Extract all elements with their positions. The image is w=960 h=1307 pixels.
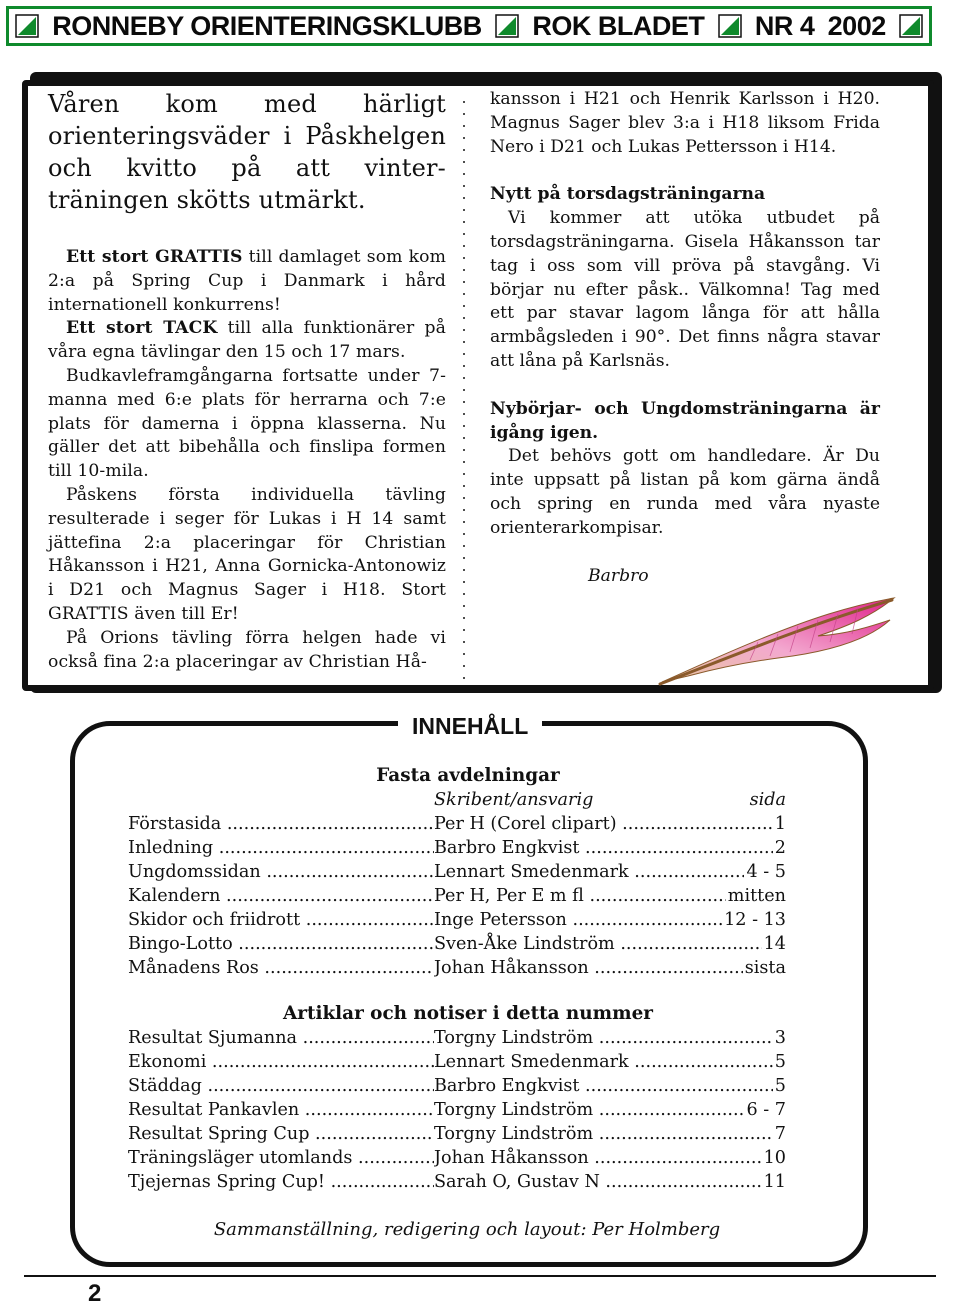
contents-row — [128, 1170, 786, 1194]
contents-row — [128, 812, 786, 836]
column-divider — [462, 96, 466, 682]
entry-author: Barbro Engkvist ..... — [434, 836, 773, 860]
contents-row — [128, 956, 786, 980]
contents-row — [128, 884, 786, 908]
contents-row — [128, 1074, 786, 1098]
signature: Barbro — [588, 565, 649, 586]
article-lead: Våren kom med härligt orienteringsväder i Påskhelgen och kvitto på att vinter-träningen skötts utmärkt. — [48, 90, 446, 214]
entry-title: Kalendern ..... — [128, 884, 434, 908]
entry-page: 12 - 13 — [724, 910, 786, 930]
entry-title: Tjejernas Spring Cup! ..... — [128, 1170, 434, 1194]
entry-author: Johan Håkansson ..... — [434, 956, 743, 980]
entry-title: Inledning ..... — [128, 836, 434, 860]
paragraph-torsdag: Vi kommer att utöka utbudet på torsdagsträningarna. Gisela Håkansson tar tag i oss som vill pröva på stavgång. Vi börjar nu efter påsk.. Välkomna! Tag med ett par stavar lagom långa för att hålla armbågsleden i 90°. Det finns några stavar att låna på Karlsnäs. — [490, 208, 880, 371]
footer-rule — [24, 1275, 936, 1277]
entry-page: 10 — [763, 1148, 786, 1168]
page-number: 2 — [88, 1280, 102, 1307]
heading-nyborjar: Nybörjar- och Ungdomsträningarna är igång igen. — [490, 398, 880, 443]
entry-author: Torgny Lindström ..... — [434, 1026, 773, 1050]
contents-row — [128, 932, 786, 956]
page-column-header: sida — [749, 790, 786, 810]
section-articles-heading: Artiklar och notiser i detta nummer — [283, 1003, 653, 1024]
contents-row — [128, 1098, 786, 1122]
contents-row — [128, 1146, 786, 1170]
entry-title: Skidor och friidrott ..... — [128, 908, 434, 932]
entry-page: 4 - 5 — [746, 862, 786, 882]
entry-title: Bingo-Lotto ..... — [128, 932, 434, 956]
contents-row — [128, 1026, 786, 1050]
flag-icon — [15, 14, 39, 38]
entry-title: Städdag ..... — [128, 1074, 434, 1098]
contents-title: INNEHÅLL — [398, 708, 542, 744]
entry-page: 3 — [774, 1028, 786, 1048]
paragraph-budkavle: Budkavleframgångarna fortsatte under 7-manna med 6:e plats för herrarna och 7:e plats för damerna i öppna klasserna. Nu gäller det att bibehålla och finslipa formen till 10-mila. — [48, 365, 446, 482]
entry-author: Sarah O, Gustav N ..... — [434, 1170, 762, 1194]
entry-author: Barbro Engkvist ..... — [434, 1074, 773, 1098]
article-left-column — [48, 88, 446, 674]
paragraph-tack — [48, 317, 446, 365]
entry-page: 14 — [763, 934, 786, 954]
entry-author: Torgny Lindström ..... — [434, 1122, 773, 1146]
contents-row — [128, 1050, 786, 1074]
entry-page: 5 — [774, 1052, 786, 1072]
grattis-heading: Ett stort GRATTIS — [66, 247, 243, 267]
contents-row — [128, 1122, 786, 1146]
paragraph-orion-continued: kansson i H21 och Henrik Karlsson i H20. Magnus Sager blev 3:a i H18 liksom Frida Nero i D21 och Lukas Pettersson i H14. — [490, 89, 880, 157]
entry-page: 5 — [774, 1076, 786, 1096]
contents-row — [128, 836, 786, 860]
entry-author: Inge Petersson ..... — [434, 908, 722, 932]
entry-author: Per H, Per E m fl ..... — [434, 884, 726, 908]
contents-column-headers — [128, 788, 786, 812]
entry-page: mitten — [727, 886, 786, 906]
flag-icon — [495, 14, 519, 38]
tack-heading: Ett stort TACK — [66, 318, 218, 339]
entry-title: Resultat Spring Cup ..... — [128, 1122, 434, 1146]
entry-title: Ungdomssidan ..... — [128, 860, 434, 884]
entry-author: Sven-Åke Lindström ..... — [434, 932, 762, 956]
heading-torsdag: Nytt på torsdagsträningarna — [490, 184, 766, 205]
tack-text: till alla funktionärer på våra egna tävlingar den 15 och 17 mars. — [48, 318, 446, 363]
paragraph-orion: På Orions tävling förra helgen hade vi också fina 2:a placeringar av Christian Hå- — [48, 627, 446, 672]
club-name: RONNEBY ORIENTERINGSKLUBB — [52, 10, 482, 41]
flag-icon — [899, 14, 923, 38]
contents-row — [128, 860, 786, 884]
entry-title: Resultat Pankavlen ..... — [128, 1098, 434, 1122]
entry-page: sista — [744, 958, 786, 978]
paragraph-nyborjar: Det behövs gott om handledare. Är Du inte uppsatt på listan på kom gärna ändå och spring en runda med våra nyaste orienterarkompisar. — [490, 446, 880, 538]
entry-author: Torgny Lindström ..... — [434, 1098, 744, 1122]
entry-author: Lennart Smedenmark ..... — [434, 860, 744, 884]
entry-title: Förstasida ..... — [128, 812, 434, 836]
grattis-text: till damlaget som kom 2:a på Spring Cup i Danmark i hård internationell konkurrens! — [48, 247, 446, 315]
flag-icon — [718, 14, 742, 38]
entry-page: 1 — [774, 814, 786, 834]
paragraph-grattis — [48, 246, 446, 317]
entry-title: Träningsläger utomlands ..... — [128, 1146, 434, 1170]
entry-title: Resultat Sjumanna ..... — [128, 1026, 434, 1050]
entry-author: Johan Håkansson ..... — [434, 1146, 762, 1170]
contents-row — [128, 908, 786, 932]
issue-number: NR 4 — [754, 10, 815, 41]
layout-credit: Sammanställning, redigering och layout: Per Holmberg — [213, 1219, 721, 1240]
entry-title: Månadens Ros ..... — [128, 956, 434, 980]
issue-year: 2002 — [827, 10, 886, 41]
entry-page: 11 — [763, 1172, 786, 1192]
article-right-column — [490, 88, 880, 588]
section-fixed-heading: Fasta avdelningar — [376, 765, 560, 786]
entry-page: 2 — [774, 838, 786, 858]
paragraph-pasken: Påskens första individuella tävling resulterade i seger för Lukas i H 14 samt jättefina 2:a placeringar för Christian Håkansson i H21, Anna Gornicka-Antonowiz i D21 och Magnus Sager i H18. Stort GRATTIS även till Er! — [48, 484, 446, 624]
quill-icon — [658, 596, 898, 686]
magazine-name: ROK BLADET — [532, 10, 705, 41]
contents-list — [128, 764, 786, 1242]
entry-author: Lennart Smedenmark ..... — [434, 1050, 773, 1074]
author-column-header: Skribent/ansvarig — [434, 790, 594, 810]
entry-title: Ekonomi ..... — [128, 1050, 434, 1074]
masthead — [6, 6, 932, 46]
entry-author: Per H (Corel clipart) ..... — [434, 812, 773, 836]
entry-page: 7 — [774, 1124, 786, 1144]
entry-page: 6 - 7 — [746, 1100, 786, 1120]
